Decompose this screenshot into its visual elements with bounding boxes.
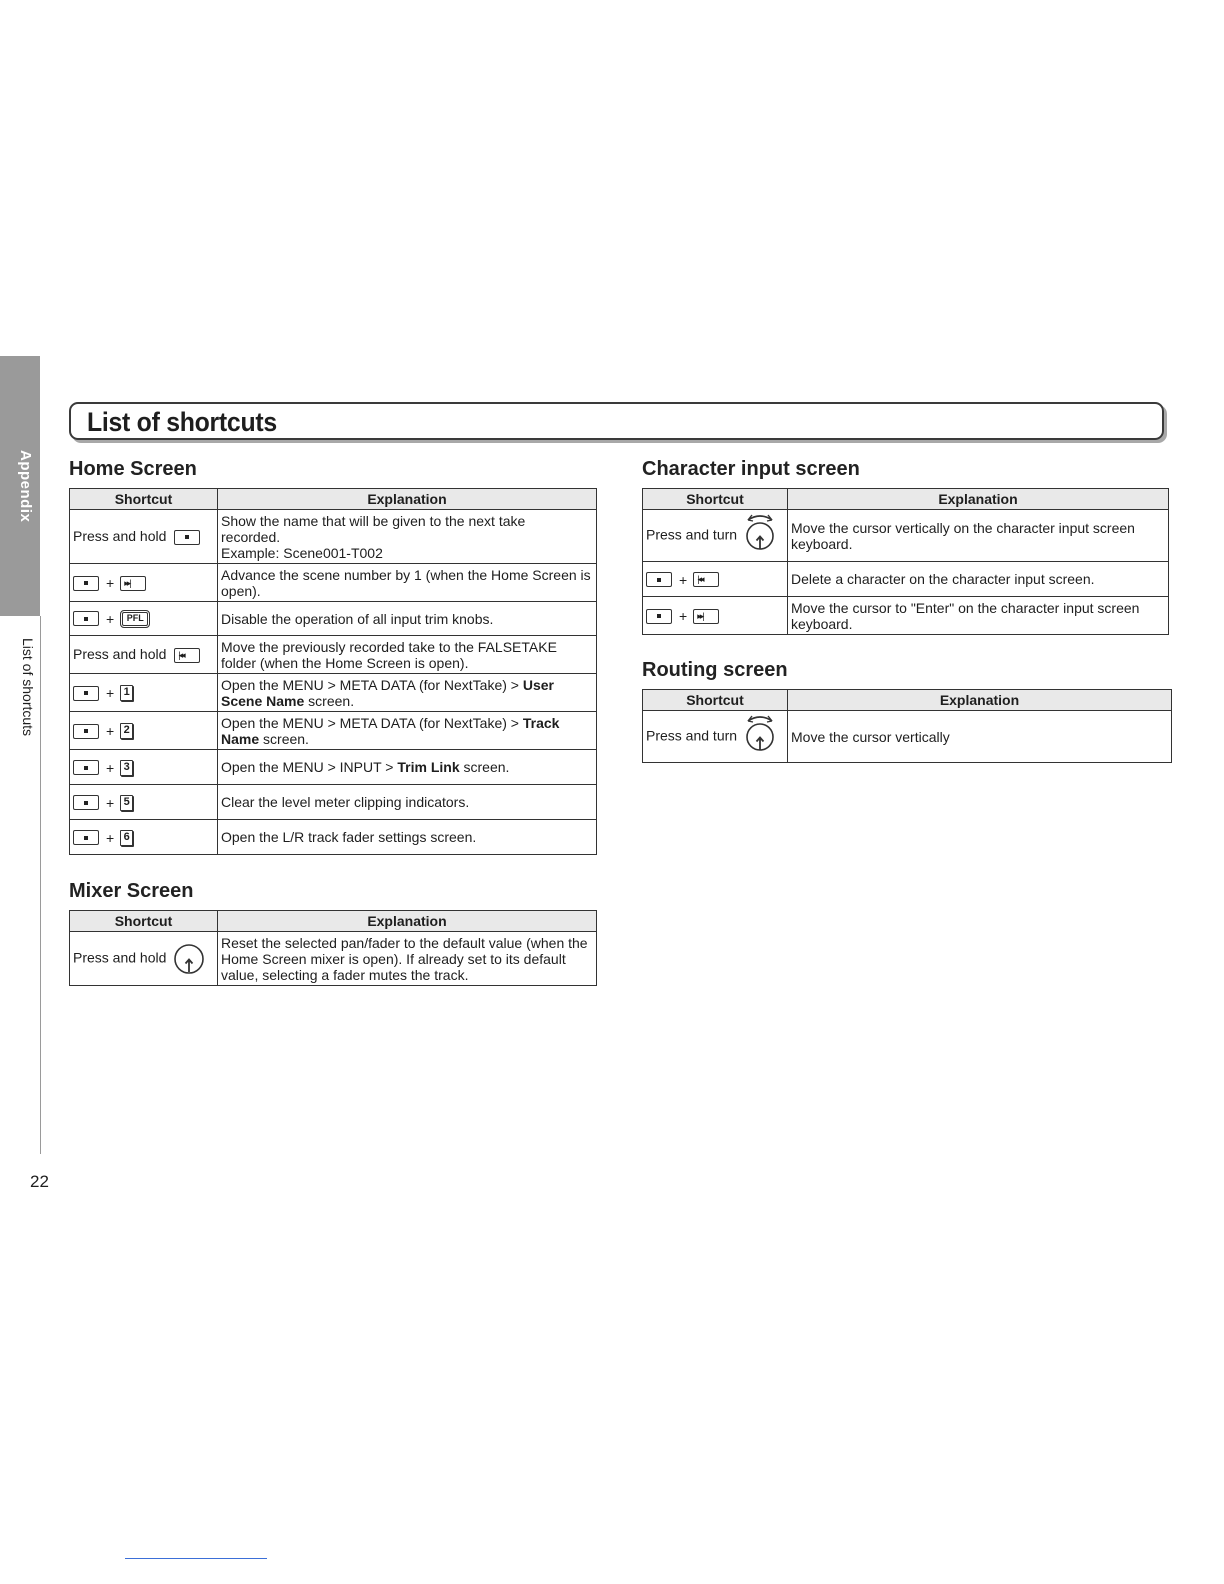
stop-key-icon [73, 760, 99, 775]
explanation-text: Move the previously recorded take to the FALSETAKE folder (when the Home Screen is open). [218, 636, 597, 674]
routing-screen-table [642, 689, 1172, 763]
explanation-text: Move the cursor vertically [788, 711, 1172, 763]
mixer-screen-table [69, 910, 597, 986]
plus-sign: + [106, 685, 115, 702]
plus-sign: + [106, 610, 115, 627]
col-header-shortcut: Shortcut [70, 489, 218, 510]
explanation-text: Open the MENU > META DATA (for NextTake) > [221, 714, 523, 731]
shortcut-cell [70, 712, 218, 750]
plus-sign: + [106, 794, 115, 811]
explanation-cell [218, 750, 597, 785]
explanation-text: screen. [259, 730, 309, 747]
col-header-explanation: Explanation [218, 489, 597, 510]
explanation-bold: Track Name [221, 714, 560, 747]
explanation-text: Open the L/R track fader settings screen. [218, 820, 597, 855]
explanation-text: Advance the scene number by 1 (when the Home Screen is open). [218, 564, 597, 602]
pfl-key-icon: PFL [120, 610, 150, 628]
explanation-cell [218, 674, 597, 712]
stop-key-icon [73, 795, 99, 810]
page-number: 22 [30, 1172, 49, 1191]
shortcut-cell [643, 562, 788, 597]
shortcut-cell [70, 510, 218, 564]
explanation-text: Delete a character on the character input screen. [788, 562, 1169, 597]
routing-screen-title: Routing screen [642, 659, 788, 681]
plus-sign: + [106, 829, 115, 846]
key-6-icon: 6 [120, 830, 133, 846]
shortcut-cell [643, 510, 788, 562]
shortcut-cell [70, 564, 218, 602]
plus-sign: + [106, 723, 115, 740]
shortcut-cell [70, 820, 218, 855]
stop-key-icon [73, 576, 99, 591]
explanation-cell [218, 510, 597, 564]
table-row [70, 510, 597, 564]
explanation-bold: User Scene Name [221, 676, 555, 709]
table-row [70, 712, 597, 750]
explanation-bold: Trim Link [397, 759, 460, 775]
explanation-text: recorded. [221, 528, 281, 545]
table-row [70, 602, 597, 636]
table-row [70, 820, 597, 855]
shortcut-cell [643, 711, 788, 763]
bottom-link-underline [125, 1558, 267, 1559]
knob-turn-icon [744, 713, 776, 753]
stop-key-icon [646, 609, 672, 624]
table-row [643, 510, 1169, 562]
stop-key-icon [646, 572, 672, 587]
shortcut-cell [70, 785, 218, 820]
plus-sign: + [679, 608, 688, 625]
character-input-table [642, 488, 1169, 635]
explanation-text: Reset the selected pan/fader to the default value (when the Home Screen mixer is open). If already set to its default value, selecting a fader mutes the track. [218, 932, 597, 986]
explanation-cell [218, 712, 597, 750]
shortcut-cell [70, 602, 218, 636]
shortcut-cell [70, 932, 218, 986]
rewind-key-icon [693, 572, 719, 587]
table-row [70, 785, 597, 820]
explanation-text: Open the MENU > META DATA (for NextTake) > [221, 676, 523, 693]
title-banner [69, 402, 1164, 440]
explanation-text: screen. [459, 759, 510, 775]
side-tab-label: Appendix [17, 449, 34, 523]
col-header-shortcut: Shortcut [643, 690, 788, 711]
press-hold-label: Press and hold [73, 528, 167, 545]
home-screen-table [69, 488, 597, 855]
press-hold-label: Press and hold [73, 949, 167, 966]
explanation-text: Open the MENU > INPUT > [221, 759, 398, 775]
plus-sign: + [106, 759, 115, 776]
table-row [643, 711, 1172, 763]
col-header-explanation: Explanation [788, 489, 1169, 510]
stop-key-icon [73, 611, 99, 626]
explanation-text: Move the cursor to "Enter" on the character input screen keyboard. [788, 597, 1169, 635]
col-header-explanation: Explanation [788, 690, 1172, 711]
key-1-icon: 1 [120, 685, 133, 701]
rewind-key-icon [174, 648, 200, 663]
shortcut-cell [70, 750, 218, 785]
explanation-text: Show the name that will be given to the next take [221, 512, 526, 529]
stop-key-icon [73, 724, 99, 739]
explanation-text: screen. [304, 692, 355, 709]
stop-key-icon [73, 830, 99, 845]
fast-forward-key-icon [693, 609, 719, 624]
mixer-screen-title: Mixer Screen [69, 880, 194, 902]
explanation-text: Move the cursor vertically on the character input screen keyboard. [788, 510, 1169, 562]
explanation-text: Clear the level meter clipping indicators. [218, 785, 597, 820]
fast-forward-key-icon [120, 576, 146, 591]
plus-sign: + [106, 575, 115, 592]
home-screen-title: Home Screen [69, 458, 197, 480]
table-row [70, 932, 597, 986]
shortcut-cell [70, 636, 218, 674]
explanation-text: Disable the operation of all input trim knobs. [218, 602, 597, 636]
key-5-icon: 5 [120, 795, 133, 811]
key-2-icon: 2 [120, 723, 133, 739]
side-section-label: List of shortcuts [20, 637, 36, 737]
col-header-shortcut: Shortcut [70, 911, 218, 932]
press-turn-label: Press and turn [646, 526, 738, 543]
col-header-explanation: Explanation [218, 911, 597, 932]
table-row [70, 636, 597, 674]
press-turn-label: Press and turn [646, 727, 738, 744]
table-row [70, 564, 597, 602]
stop-key-icon [73, 686, 99, 701]
table-row [643, 562, 1169, 597]
table-row [70, 750, 597, 785]
table-row [70, 674, 597, 712]
page-title: List of shortcuts [87, 407, 277, 437]
stop-key-icon [174, 530, 200, 545]
knob-press-icon [173, 943, 205, 975]
plus-sign: + [679, 571, 688, 588]
side-divider [40, 616, 41, 1154]
press-hold-label: Press and hold [73, 646, 167, 663]
knob-turn-icon [744, 512, 776, 552]
shortcut-cell [643, 597, 788, 635]
explanation-text: Example: Scene001-T002 [221, 544, 383, 561]
col-header-shortcut: Shortcut [643, 489, 788, 510]
shortcut-cell [70, 674, 218, 712]
character-input-title: Character input screen [642, 458, 860, 480]
key-3-icon: 3 [120, 760, 133, 776]
table-row [643, 597, 1169, 635]
